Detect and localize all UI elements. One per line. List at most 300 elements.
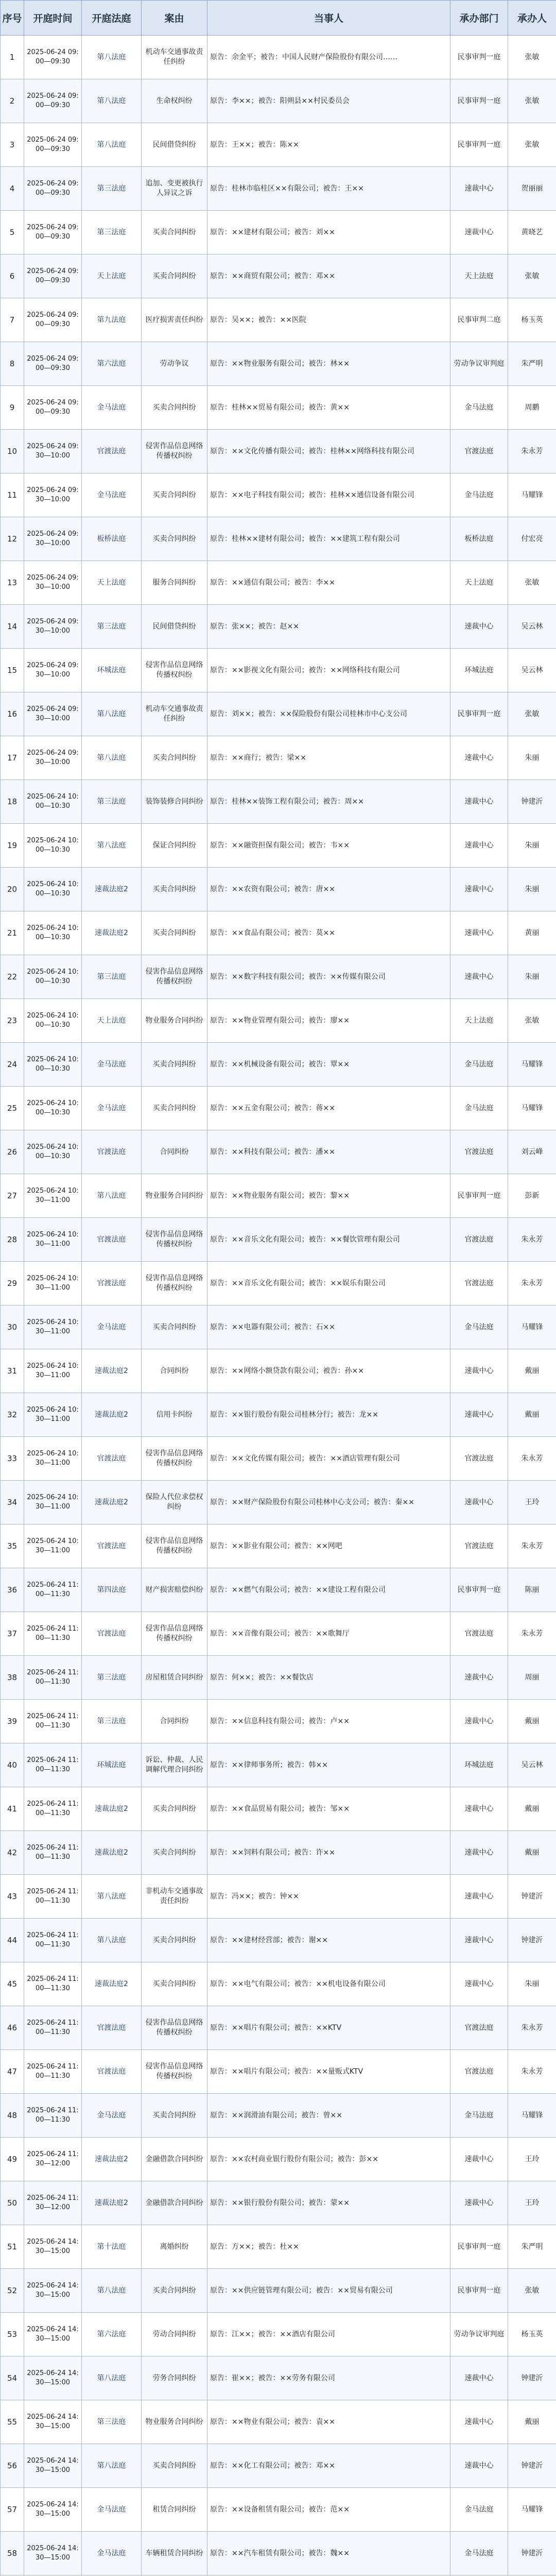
cell-party <box>207 955 450 999</box>
cell-judge-text: 杨玉英 <box>521 2330 543 2338</box>
cell-dept-text: 速裁中心 <box>464 2461 494 2470</box>
cell-cause-text: 买卖合同纠纷 <box>152 753 196 762</box>
cell-room <box>82 780 142 824</box>
cell-dept <box>450 1437 508 1481</box>
cell-room-text: 第四法庭 <box>97 1585 126 1594</box>
cell-cause <box>142 605 207 649</box>
cell-dept <box>450 1831 508 1875</box>
cell-cause <box>142 2094 207 2138</box>
cell-cause-text: 侵害作品信息网络传播权纠纷 <box>145 1274 203 1292</box>
cell-room-text: 环城法庭 <box>97 1760 126 1769</box>
cell-party <box>207 1306 450 1349</box>
cell-room-text: 天上法庭 <box>97 578 126 587</box>
cell-room <box>82 1787 142 1831</box>
cell-party-text: 原告：××唱片有限公司；被告：××量贩式KTV <box>210 2067 363 2076</box>
cell-room-text: 官渡法庭 <box>97 1235 126 1244</box>
cell-dept-text: 民事审判一庭 <box>457 2286 501 2295</box>
cell-party <box>207 1262 450 1306</box>
cell-cause-text: 侵害作品信息网络传播权纠纷 <box>145 661 203 679</box>
cell-judge-text: 朱丽 <box>525 972 540 981</box>
cell-dept <box>450 2094 508 2138</box>
cell-judge-text: 张敏 <box>525 1016 540 1025</box>
cell-party-text: 原告：××银行股份有限公司桂林分行；被告：龙×× <box>210 1410 378 1419</box>
cell-party-text: 原告：××律师事务所；被告：韩×× <box>210 1760 328 1769</box>
cell-party-text: 原告：××农村商业银行股份有限公司；被告：彭×× <box>210 2155 378 2163</box>
cell-judge-text: 黄晓艺 <box>521 228 543 236</box>
table-row <box>1 1962 556 2006</box>
cell-time <box>24 36 82 79</box>
cell-cause <box>142 692 207 736</box>
cell-time-text: 2025-06-24 09:00—09:30 <box>27 180 79 197</box>
cell-time <box>24 167 82 211</box>
cell-dept <box>450 2138 508 2181</box>
cell-time <box>24 255 82 298</box>
cell-judge-text: 朱永芳 <box>521 1279 543 1287</box>
cell-party-text: 原告：桂林市临桂区××有限公司；被告：王×× <box>210 184 364 193</box>
cell-judge <box>508 1481 556 1524</box>
cell-dept <box>450 1262 508 1306</box>
cell-dept-text: 速裁中心 <box>464 928 494 937</box>
cell-dept-text: 速裁中心 <box>464 1717 494 1725</box>
table-row <box>1 736 556 780</box>
cell-cause <box>142 79 207 123</box>
cell-judge <box>508 211 556 255</box>
cell-room-text: 第八法庭 <box>97 709 126 718</box>
cell-time-text: 2025-06-24 14:30—15:00 <box>27 2369 79 2386</box>
cell-cause-text: 医疗损害责任纠纷 <box>145 315 203 324</box>
cell-time <box>24 386 82 430</box>
cell-room-text: 环城法庭 <box>97 666 126 674</box>
cell-dept-text: 速裁中心 <box>464 622 494 631</box>
cell-party-text: 原告：桂林××贸易有限公司；被告：黄×× <box>210 403 350 412</box>
cell-dept <box>450 2532 508 2575</box>
cell-party-text: 原告：××化工有限公司；被告：邓×× <box>210 2461 335 2470</box>
cell-party-text: 原告：××物业服务有限公司；被告：林×× <box>210 359 350 368</box>
cell-time-text: 2025-06-24 14:30—15:00 <box>27 2545 79 2562</box>
cell-judge-text: 付宏亮 <box>521 534 543 543</box>
cell-judge-text: 马耀锋 <box>521 1060 543 1069</box>
cell-dept-text: 速裁中心 <box>464 1673 494 1682</box>
cell-room-text: 第六法庭 <box>97 2330 126 2338</box>
cell-time <box>24 1043 82 1087</box>
cell-time <box>24 999 82 1043</box>
cell-party-text: 原告：××文化传播有限公司；被告：桂林××网络科技有限公司 <box>210 447 414 455</box>
cell-room <box>82 999 142 1043</box>
cell-dept <box>450 1743 508 1787</box>
cell-dept <box>450 79 508 123</box>
cell-no-text: 51 <box>7 2242 18 2251</box>
cell-party <box>207 1743 450 1787</box>
cell-party <box>207 1568 450 1612</box>
cell-time <box>24 2357 82 2400</box>
cell-room <box>82 386 142 430</box>
cell-party <box>207 1787 450 1831</box>
cell-dept-text: 官渡法庭 <box>464 1279 494 1287</box>
cell-dept-text: 民事审判一庭 <box>457 53 501 61</box>
cell-cause-text: 机动车交通事故责任纠纷 <box>145 48 203 66</box>
cell-party-text: 原告：××供应链管理有限公司；被告：××贸易有限公司 <box>210 2286 393 2295</box>
cell-cause-text: 离婚纠纷 <box>160 2242 189 2251</box>
cell-judge <box>508 1568 556 1612</box>
cell-time-text: 2025-06-24 10:00—10:30 <box>27 793 79 810</box>
table-row <box>1 2357 556 2400</box>
cell-party-text: 原告：张××；被告：赵×× <box>210 622 299 631</box>
cell-cause <box>142 1743 207 1787</box>
table-row <box>1 2006 556 2050</box>
cell-time <box>24 736 82 780</box>
cell-time <box>24 1087 82 1130</box>
cell-dept-text: 民事审判一庭 <box>457 2242 501 2251</box>
cell-no <box>1 1130 24 1174</box>
cell-time <box>24 2138 82 2181</box>
cell-party <box>207 1130 450 1174</box>
cell-judge-text: 黄丽 <box>525 928 540 937</box>
cell-dept <box>450 1130 508 1174</box>
cell-time-text: 2025-06-24 11:00—11:30 <box>27 1975 79 1992</box>
cell-party-text: 原告：××融资担保有限公司；被告：韦×× <box>210 841 350 850</box>
cell-judge-text: 王玲 <box>525 2155 540 2163</box>
cell-party-text: 原告：崔××；被告：××劳务有限公司 <box>210 2374 335 2382</box>
cell-dept-text: 环城法庭 <box>464 1760 494 1769</box>
cell-cause-text: 劳动争议 <box>160 359 189 368</box>
cell-party-text: 原告：××食品贸易有限公司；被告：邹×× <box>210 1804 350 1813</box>
cell-cause <box>142 2357 207 2400</box>
cell-cause <box>142 2050 207 2094</box>
cell-dept-text: 板桥法庭 <box>464 534 494 543</box>
cell-dept <box>450 1787 508 1831</box>
cell-party <box>207 2313 450 2357</box>
cell-no <box>1 2138 24 2181</box>
cell-judge <box>508 2094 556 2138</box>
cell-cause <box>142 473 207 517</box>
cell-cause <box>142 342 207 386</box>
cell-time-text: 2025-06-24 14:30—15:00 <box>27 2282 79 2299</box>
cell-judge-text: 马耀锋 <box>521 1104 543 1112</box>
cell-no-text: 35 <box>7 1541 18 1551</box>
cell-judge <box>508 1043 556 1087</box>
table-row <box>1 1306 556 1349</box>
cell-cause-text: 民间借贷纠纷 <box>152 622 196 631</box>
cell-party <box>207 2181 450 2225</box>
cell-judge-text: 陈丽 <box>525 1585 540 1594</box>
table-row <box>1 386 556 430</box>
table-row <box>1 1481 556 1524</box>
cell-no <box>1 824 24 868</box>
cell-cause-text: 买卖合同纠纷 <box>152 1848 196 1857</box>
cell-no <box>1 430 24 473</box>
cell-room-text: 金马法庭 <box>97 1104 126 1112</box>
cell-judge-text: 朱永芳 <box>521 2023 543 2032</box>
cell-dept-text: 速裁中心 <box>464 797 494 806</box>
cell-cause-text: 侵害作品信息网络传播权纠纷 <box>145 1537 203 1555</box>
cell-party-text: 原告：××银行股份有限公司；被告：蒙×× <box>210 2198 350 2207</box>
cell-no <box>1 1831 24 1875</box>
cell-room-text: 第八法庭 <box>97 1936 126 1944</box>
cell-judge-text: 钟建沂 <box>521 1936 543 1944</box>
cell-party <box>207 1043 450 1087</box>
cell-no <box>1 2006 24 2050</box>
cell-party-text: 原告：桂林××建材有限公司；被告：××建筑工程有限公司 <box>210 534 400 543</box>
cell-no-text: 8 <box>9 359 15 368</box>
cell-cause <box>142 1130 207 1174</box>
cell-judge-text: 朱永芳 <box>521 447 543 455</box>
cell-judge-text: 张敏 <box>525 2286 540 2295</box>
table-row <box>1 2138 556 2181</box>
cell-cause-text: 买卖合同纠纷 <box>152 1104 196 1112</box>
cell-party-text: 原告：方××；被告：杜×× <box>210 2242 299 2251</box>
cell-room-text: 速裁法庭2 <box>95 885 128 893</box>
cell-judge-text: 贺丽丽 <box>521 184 543 193</box>
cell-dept <box>450 2225 508 2269</box>
cell-no-text: 45 <box>7 1979 18 1989</box>
cell-cause <box>142 1349 207 1393</box>
cell-no <box>1 692 24 736</box>
cell-room-text: 第三法庭 <box>97 1717 126 1725</box>
cell-room <box>82 1481 142 1524</box>
cell-cause <box>142 1174 207 1218</box>
cell-no <box>1 1481 24 1524</box>
cell-no <box>1 561 24 605</box>
cell-judge <box>508 2357 556 2400</box>
cell-time-text: 2025-06-24 10:00—10:30 <box>27 837 79 854</box>
cell-time <box>24 1524 82 1568</box>
cell-party <box>207 1875 450 1919</box>
cell-no <box>1 1262 24 1306</box>
cell-dept-text: 民事审判一庭 <box>457 1191 501 1200</box>
cell-dept <box>450 2444 508 2488</box>
cell-judge <box>508 79 556 123</box>
cell-cause <box>142 780 207 824</box>
cell-dept-text: 金马法庭 <box>464 403 494 412</box>
cell-judge <box>508 1437 556 1481</box>
cell-dept <box>450 1524 508 1568</box>
cell-no-text: 11 <box>7 490 18 500</box>
cell-time-text: 2025-06-24 09:30—10:00 <box>27 443 79 460</box>
cell-no <box>1 911 24 955</box>
cell-time-text: 2025-06-24 11:00—11:30 <box>27 1625 79 1642</box>
cell-time-text: 2025-06-24 11:00—11:30 <box>27 1931 79 1948</box>
cell-time <box>24 1612 82 1656</box>
cell-time-text: 2025-06-24 11:00—11:30 <box>27 2107 79 2124</box>
cell-cause <box>142 2181 207 2225</box>
cell-dept <box>450 561 508 605</box>
cell-dept <box>450 211 508 255</box>
cell-party-text: 原告：余金平；被告：中国人民财产保险股份有限公司…… <box>210 53 397 61</box>
cell-no <box>1 999 24 1043</box>
cell-party <box>207 1612 450 1656</box>
table-body <box>1 36 556 2576</box>
cell-time <box>24 911 82 955</box>
cell-no-text: 6 <box>9 271 15 281</box>
cell-cause <box>142 2269 207 2313</box>
table-row <box>1 1043 556 1087</box>
cell-judge <box>508 2006 556 2050</box>
cell-dept <box>450 692 508 736</box>
table-row <box>1 1743 556 1787</box>
cell-time <box>24 2532 82 2575</box>
table-row <box>1 1656 556 1700</box>
cell-cause <box>142 1875 207 1919</box>
cell-time <box>24 2269 82 2313</box>
cell-dept <box>450 780 508 824</box>
cell-room <box>82 911 142 955</box>
cell-dept-text: 官渡法庭 <box>464 1629 494 1638</box>
cell-judge <box>508 1875 556 1919</box>
cell-dept-text: 民事审判一庭 <box>457 140 501 149</box>
cell-judge-text: 朱丽 <box>525 1979 540 1988</box>
cell-party <box>207 2488 450 2532</box>
cell-no-text: 26 <box>7 1147 18 1157</box>
cell-room-text: 第八法庭 <box>97 1191 126 1200</box>
cell-dept <box>450 2269 508 2313</box>
cell-room-text: 第十法庭 <box>97 2242 126 2251</box>
cell-judge <box>508 342 556 386</box>
cell-room-text: 第八法庭 <box>97 2286 126 2295</box>
cell-room <box>82 1043 142 1087</box>
cell-party-text: 原告：何××；被告：××餐饮店 <box>210 1673 314 1682</box>
cell-cause <box>142 561 207 605</box>
cell-judge-text: 张敏 <box>525 709 540 718</box>
cell-cause-text: 装饰装修合同纠纷 <box>145 797 203 806</box>
cell-cause-text: 合同纠纷 <box>160 1147 189 1156</box>
cell-dept-text: 金马法庭 <box>464 1104 494 1112</box>
cell-cause-text: 侵害作品信息网络传播权纠纷 <box>145 1449 203 1467</box>
table-row <box>1 1218 556 1262</box>
cell-cause <box>142 1481 207 1524</box>
cell-dept-text: 金马法庭 <box>464 2505 494 2514</box>
cell-judge <box>508 1262 556 1306</box>
cell-room <box>82 1174 142 1218</box>
cell-time <box>24 1568 82 1612</box>
cell-room <box>82 79 142 123</box>
cell-time <box>24 517 82 561</box>
cell-party <box>207 1524 450 1568</box>
cell-party <box>207 649 450 692</box>
cell-judge <box>508 780 556 824</box>
cell-dept <box>450 2050 508 2094</box>
cell-room <box>82 2444 142 2488</box>
cell-no-text: 42 <box>7 1848 18 1857</box>
cell-time <box>24 1393 82 1437</box>
cell-no-text: 9 <box>9 402 15 412</box>
cell-dept-text: 速裁中心 <box>464 885 494 893</box>
cell-time-text: 2025-06-24 10:00—10:30 <box>27 1143 79 1160</box>
cell-time-text: 2025-06-24 09:30—10:00 <box>27 530 79 547</box>
header-row <box>1 1 556 36</box>
cell-time-text: 2025-06-24 10:00—10:30 <box>27 880 79 897</box>
cell-judge <box>508 2138 556 2181</box>
cell-judge-text: 王玲 <box>525 2198 540 2207</box>
cell-judge <box>508 1919 556 1962</box>
table-row <box>1 517 556 561</box>
cell-dept-text: 天上法庭 <box>464 1016 494 1025</box>
table-row <box>1 605 556 649</box>
cell-room-text: 金马法庭 <box>97 403 126 412</box>
cell-no-text: 56 <box>7 2461 18 2470</box>
table-row <box>1 2225 556 2269</box>
cell-room <box>82 605 142 649</box>
cell-no-text: 25 <box>7 1103 18 1113</box>
cell-party <box>207 1437 450 1481</box>
cell-judge <box>508 1656 556 1700</box>
cell-judge-text: 张敏 <box>525 272 540 280</box>
cell-no-text: 23 <box>7 1015 18 1025</box>
cell-dept-text: 速裁中心 <box>464 1979 494 1988</box>
cell-party <box>207 211 450 255</box>
cell-dept-text: 民事审判一庭 <box>457 1585 501 1594</box>
cell-no <box>1 2488 24 2532</box>
cell-party-text: 原告：××物业有限公司；被告：袁×× <box>210 2417 335 2426</box>
cell-dept-text: 速裁中心 <box>464 1498 494 1506</box>
cell-judge <box>508 2532 556 2575</box>
cell-room <box>82 692 142 736</box>
cell-dept <box>450 1481 508 1524</box>
cell-judge <box>508 911 556 955</box>
cell-dept-text: 环城法庭 <box>464 666 494 674</box>
cell-dept <box>450 1174 508 1218</box>
cell-time-text: 2025-06-24 09:00—09:30 <box>27 267 79 284</box>
cell-judge-text: 张敏 <box>525 140 540 149</box>
cell-time <box>24 1919 82 1962</box>
cell-room-text: 官渡法庭 <box>97 447 126 455</box>
cell-cause-text: 侵害作品信息网络传播权纠纷 <box>145 2019 203 2037</box>
cell-party <box>207 1087 450 1130</box>
cell-time <box>24 2006 82 2050</box>
cell-party-text: 原告：××科技有限公司；被告：潘×× <box>210 1147 335 1156</box>
cell-judge-text: 朱永芳 <box>521 1541 543 1550</box>
cell-cause <box>142 2138 207 2181</box>
cell-no <box>1 649 24 692</box>
cell-time <box>24 1130 82 1174</box>
cell-no <box>1 2400 24 2444</box>
cell-dept <box>450 255 508 298</box>
cell-cause <box>142 824 207 868</box>
table-row <box>1 255 556 298</box>
cell-no <box>1 79 24 123</box>
cell-time-text: 2025-06-24 09:00—09:30 <box>27 224 79 241</box>
cell-no-text: 46 <box>7 2023 18 2032</box>
cell-judge <box>508 2225 556 2269</box>
cell-time-text: 2025-06-24 09:30—10:00 <box>27 662 79 679</box>
cell-time-text: 2025-06-24 10:30—11:00 <box>27 1450 79 1467</box>
cell-dept-text: 官渡法庭 <box>464 447 494 455</box>
cell-party <box>207 517 450 561</box>
cell-party <box>207 1656 450 1700</box>
cell-time-text: 2025-06-24 10:00—10:30 <box>27 968 79 985</box>
cell-party <box>207 999 450 1043</box>
cell-judge <box>508 123 556 167</box>
cell-room <box>82 2400 142 2444</box>
cell-party <box>207 2138 450 2181</box>
cell-room <box>82 1087 142 1130</box>
cell-cause <box>142 1919 207 1962</box>
cell-no-text: 31 <box>7 1366 18 1376</box>
cell-cause <box>142 430 207 473</box>
cell-party <box>207 2400 450 2444</box>
cell-party <box>207 79 450 123</box>
header-dept: 承办部门 <box>450 1 508 36</box>
cell-cause-text: 买卖合同纠纷 <box>152 272 196 280</box>
cell-cause-text: 买卖合同纠纷 <box>152 1323 196 1331</box>
cell-dept-text: 速裁中心 <box>464 1936 494 1944</box>
cell-room-text: 天上法庭 <box>97 1016 126 1025</box>
cell-room-text: 官渡法庭 <box>97 2067 126 2076</box>
cell-judge-text: 朱永芳 <box>521 2067 543 2076</box>
cell-no <box>1 1218 24 1262</box>
cell-time-text: 2025-06-24 14:30—15:00 <box>27 2238 79 2255</box>
cell-room <box>82 2357 142 2400</box>
table-row <box>1 473 556 517</box>
